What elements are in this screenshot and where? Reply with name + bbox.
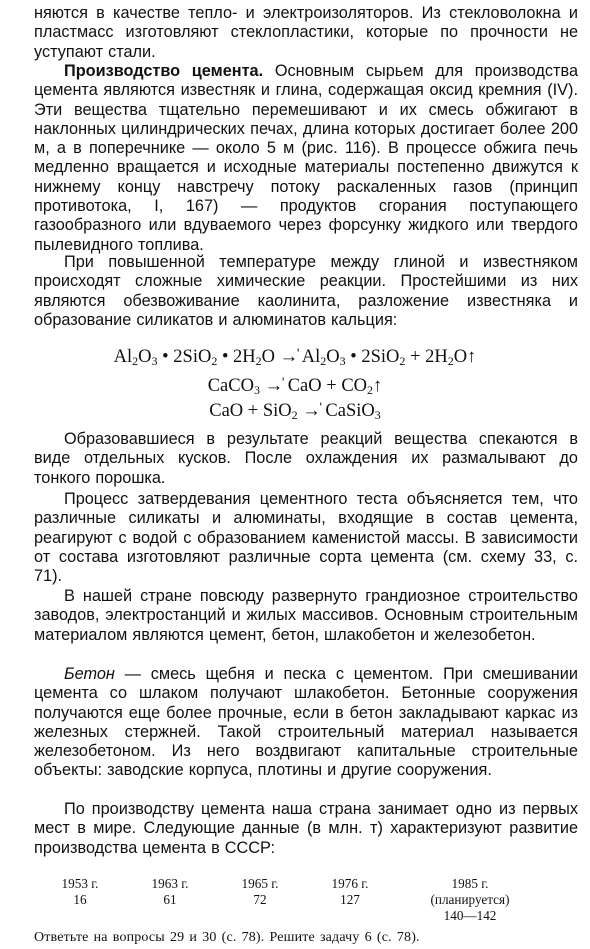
table-year: 1963 г. xyxy=(151,876,189,891)
table-year: 1953 г. xyxy=(61,876,99,891)
paragraph-continuation: няются в качестве тепло- и электроизоляторов. Из стекловолокна и пластмасс изготовляют стеклопластики, которые по прочности не уступают стали. xyxy=(34,4,578,61)
table-year: 1985 г. xyxy=(451,876,489,891)
table-value: 72 xyxy=(253,892,267,907)
table-value: 16 xyxy=(73,892,87,907)
paragraph-sintering: Образовавшиеся в результате реакций вещества спекаются в виде отдельных кусков. После охлаждения их размалывают до тонкого порошка. xyxy=(34,430,578,487)
footer-assignment: Ответьте на вопросы 29 и 30 (с. 78). Решите задачу 6 (с. 78). xyxy=(34,930,420,945)
equation-silicate: CaO + SiO$_2$ →̍ CaSiO$_3$ xyxy=(209,401,381,422)
paragraph-concrete xyxy=(34,665,578,781)
paragraph-reactions: При повышенной температуре между глиной и известняком происходят сложные химические реакции. Простейшими из них являются обезвоживание каолинита, разложение известняка и образование силикатов и алюминатов кальция: xyxy=(34,253,578,329)
paragraph-construction: В нашей стране повсюду развернуто грандиозное строительство заводов, электростанций и жилых массивов. Основным строительным материалом являются цемент, бетон, шлакобетон и железобетон. xyxy=(34,587,578,644)
table-value: 61 xyxy=(163,892,177,907)
table-value: 127 xyxy=(340,892,360,907)
term-concrete: Бетон xyxy=(64,665,115,683)
table-year: 1976 г. xyxy=(331,876,369,891)
paragraph-cement-production xyxy=(34,62,578,255)
paragraph-text: Основным сырьем для производства цемента являются известняк и глина, содержащая оксид кремния (IV). Эти вещества тщательно перемешивают и их смесь обжигают в наклонных цилиндрических печах, длина которых достигает более 200 м, а в поперечнике — около 5 м (рис. 116). В процессе обжига печь медленно вращается и исходные материалы постепенно движутся к нижнему концу навстречу потоку раскаленных газов (принцип противотока, I, 167) — продуктов сгорания поступающего газообразного или вдуваемого через форсунку жидкого или твердого пылевидного топлива. xyxy=(34,62,578,254)
paragraph-production-stats: По производству цемента наша страна занимает одно из первых мест в мире. Следующие данные (в млн. т) характеризуют развитие производства цемента в СССР: xyxy=(34,800,578,857)
paragraph-text: — смесь щебня и песка с цементом. При смешивании цемента со шлаком получают шлакобетон. Бетонные сооружения получаются еще более прочные, если в бетон закладывают каркас из железных стержней. Такой строительный материал называется железобетоном. Из него воздвигают капитальные строительные объекты: заводские корпуса, плотины и другие сооружения. xyxy=(34,665,578,780)
equation-limestone: CaCO$_3$ →̍ CaO + $CO_2↑$ xyxy=(207,376,383,397)
section-heading: Производство цемента. xyxy=(64,62,264,80)
table-year: 1965 г. xyxy=(241,876,279,891)
table-value: (планируется) xyxy=(430,892,510,907)
paragraph-hardening: Процесс затвердевания цементного теста объясняется тем, что различные силикаты и алюминаты, входящие в состав цемента, реагируют с водой с образованием каменистой массы. В зависимости от состава изготовляют различные сорта цемента (см. схему 33, с. 71). xyxy=(34,490,578,586)
equation-kaolinite: $Al_2O_3$ • 2SiO$_2$ • $2H_2O$ →̍ $Al_2O_3$ • $2SiO_2 + 2H_2O↑$ xyxy=(113,347,477,368)
table-note: 140—142 xyxy=(443,908,497,923)
